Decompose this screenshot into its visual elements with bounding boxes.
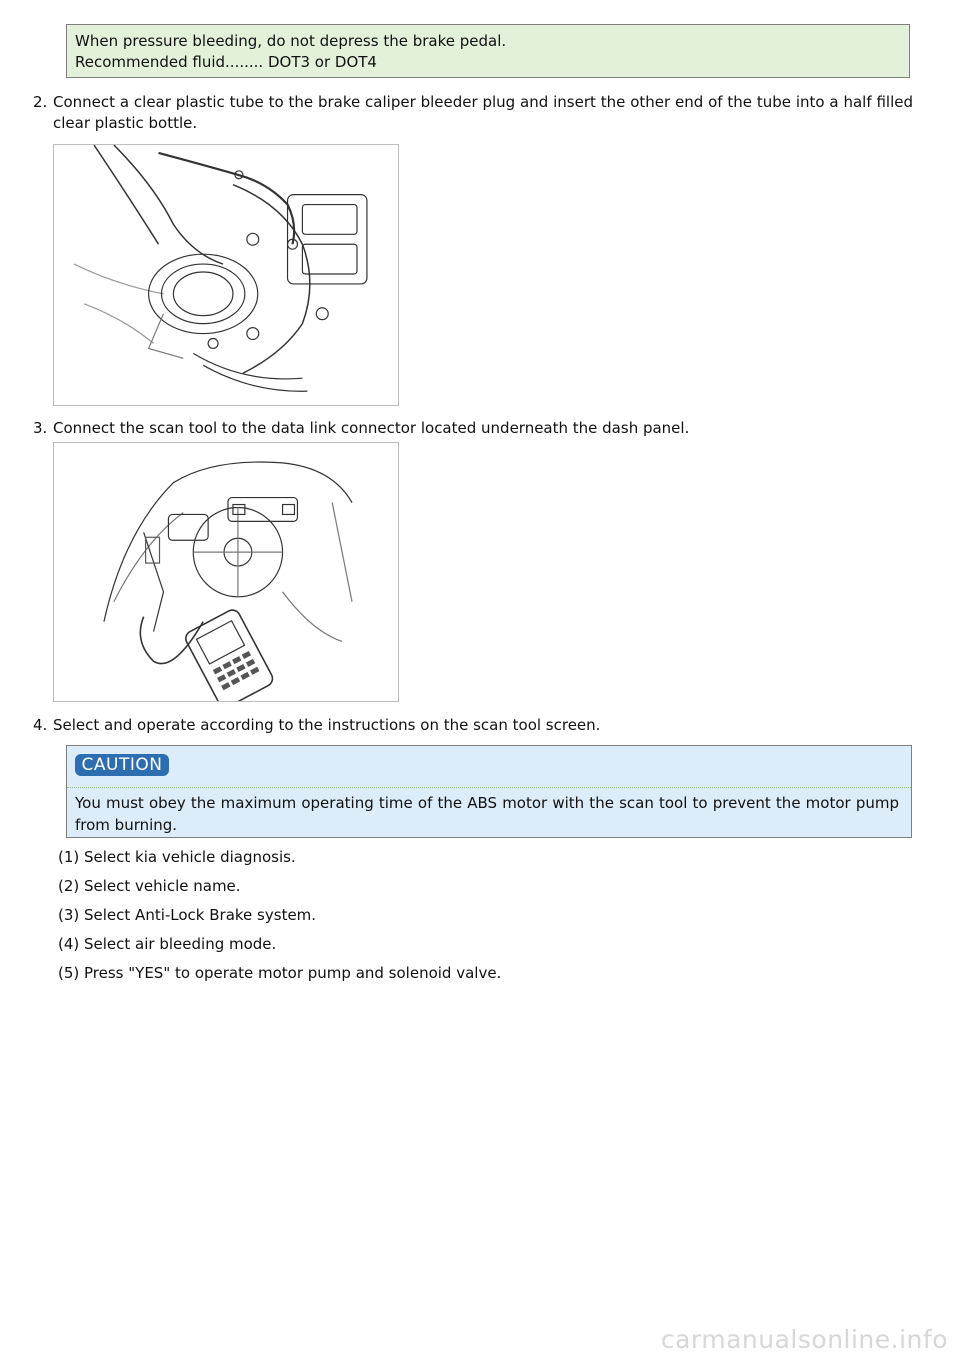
substep-5: (5) Press "YES" to operate motor pump and solenoid valve. (58, 964, 502, 982)
step-text: Connect a clear plastic tube to the brake caliper bleeder plug and insert the other end of the tube into a half filled clear plastic bottle. (53, 93, 913, 132)
step-3 (33, 418, 913, 439)
step-number: 3. (33, 419, 48, 437)
substep-1: (1) Select kia vehicle diagnosis. (58, 848, 296, 866)
scan-tool-connection-illustration (53, 442, 399, 702)
step-4 (33, 715, 913, 736)
caution-badge: CAUTION (75, 754, 169, 776)
step-text: Connect the scan tool to the data link connector located underneath the dash panel. (53, 419, 690, 437)
caution-divider (67, 787, 911, 788)
step-number: 2. (33, 93, 48, 111)
step-2 (33, 92, 913, 134)
step-text: Select and operate according to the instructions on the scan tool screen. (53, 716, 601, 734)
pressure-bleeding-note (66, 24, 910, 78)
brake-caliper-illustration (53, 144, 399, 406)
note-line-1: When pressure bleeding, do not depress the brake pedal. (75, 32, 507, 50)
note-line-2: Recommended fluid........ DOT3 or DOT4 (75, 53, 377, 71)
substep-3: (3) Select Anti-Lock Brake system. (58, 906, 317, 924)
substep-4: (4) Select air bleeding mode. (58, 935, 277, 953)
substep-2: (2) Select vehicle name. (58, 877, 241, 895)
caution-text: You must obey the maximum operating time of the ABS motor with the scan tool to prevent the motor pump from burning. (75, 794, 899, 834)
watermark-logo: carmanualsonline.info (660, 1325, 948, 1354)
step-number: 4. (33, 716, 48, 734)
caution-box (66, 745, 912, 838)
